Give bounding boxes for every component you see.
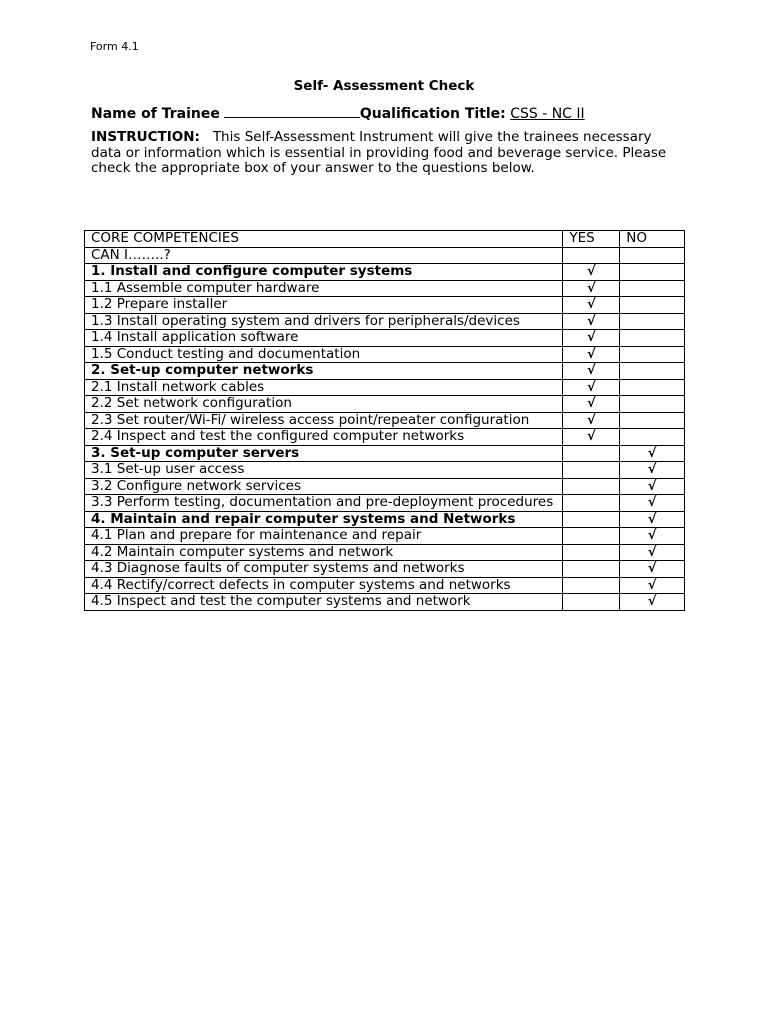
table-row	[85, 577, 685, 594]
instruction-text: This Self-Assessment Instrument will give the trainees necessary data or information which is essential in providing food and beverage service. Please check the appropriate box of your answer to the questions below.	[91, 129, 667, 176]
table-row	[85, 297, 685, 314]
header-yes: YES	[563, 231, 620, 248]
check-mark-icon: √	[647, 445, 657, 461]
no-checkbox-cell[interactable]	[620, 412, 685, 429]
yes-checkbox-cell[interactable]	[563, 561, 620, 578]
check-mark-icon: √	[647, 495, 657, 510]
competency-item: 2.2 Set network configuration	[85, 396, 563, 413]
check-mark-icon: √	[647, 462, 657, 477]
instruction-label: INSTRUCTION:	[91, 129, 200, 145]
competency-item: 4.3 Diagnose faults of computer systems and networks	[85, 561, 563, 578]
no-checkbox-cell[interactable]	[620, 330, 685, 347]
no-checkbox-cell[interactable]	[620, 561, 685, 578]
check-mark-icon: √	[586, 330, 596, 345]
subheader-can-i: CAN I……..?	[85, 247, 563, 264]
assessment-table	[84, 230, 685, 611]
check-mark-icon: √	[586, 363, 596, 378]
table-row	[85, 330, 685, 347]
competency-item: 1.3 Install operating system and drivers for peripherals/devices	[85, 313, 563, 330]
no-checkbox-cell[interactable]	[620, 594, 685, 611]
competency-item: 3.2 Configure network services	[85, 478, 563, 495]
competency-item: 4.1 Plan and prepare for maintenance and repair	[85, 528, 563, 545]
table-row	[85, 264, 685, 281]
no-checkbox-cell[interactable]	[620, 346, 685, 363]
check-mark-icon: √	[586, 297, 596, 312]
yes-checkbox-cell[interactable]	[563, 280, 620, 297]
no-checkbox-cell[interactable]	[620, 297, 685, 314]
table-row	[85, 412, 685, 429]
yes-checkbox-cell[interactable]	[563, 313, 620, 330]
yes-checkbox-cell[interactable]	[563, 363, 620, 380]
trainee-name-blank[interactable]	[224, 104, 360, 118]
competency-item: 4.4 Rectify/correct defects in computer systems and networks	[85, 577, 563, 594]
no-checkbox-cell[interactable]	[620, 478, 685, 495]
no-checkbox-cell[interactable]	[620, 511, 685, 528]
check-mark-icon: √	[647, 528, 657, 543]
yes-checkbox-cell[interactable]	[563, 544, 620, 561]
yes-checkbox-cell[interactable]	[563, 511, 620, 528]
yes-checkbox-cell[interactable]	[563, 594, 620, 611]
no-checkbox-cell[interactable]	[620, 577, 685, 594]
instruction-block	[91, 130, 681, 177]
no-checkbox-cell[interactable]	[620, 396, 685, 413]
no-checkbox-cell[interactable]	[620, 429, 685, 446]
competency-item: 2.3 Set router/Wi-Fi/ wireless access point/repeater configuration	[85, 412, 563, 429]
table-row	[85, 594, 685, 611]
table-row	[85, 429, 685, 446]
no-checkbox-cell[interactable]	[620, 528, 685, 545]
table-row	[85, 528, 685, 545]
yes-checkbox-cell[interactable]	[563, 445, 620, 462]
header-no: NO	[620, 231, 685, 248]
table-row	[85, 346, 685, 363]
check-mark-icon: √	[586, 280, 596, 296]
competency-item: 3.3 Perform testing, documentation and pre-deployment procedures	[85, 495, 563, 512]
table-row	[85, 445, 685, 462]
check-mark-icon: √	[647, 577, 657, 593]
subheader-yes-cell	[563, 247, 620, 264]
table-row	[85, 363, 685, 380]
check-mark-icon: √	[586, 396, 596, 411]
competency-item: 1.5 Conduct testing and documentation	[85, 346, 563, 363]
qualification-label: Qualification Title:	[359, 106, 506, 122]
yes-checkbox-cell[interactable]	[563, 396, 620, 413]
table-subheader-row	[85, 247, 685, 264]
yes-checkbox-cell[interactable]	[563, 330, 620, 347]
table-row	[85, 280, 685, 297]
yes-checkbox-cell[interactable]	[563, 528, 620, 545]
competency-item: 4.2 Maintain computer systems and network	[85, 544, 563, 561]
competency-heading: 1. Install and configure computer systems	[85, 264, 563, 281]
competency-heading: 2. Set-up computer networks	[85, 363, 563, 380]
no-checkbox-cell[interactable]	[620, 313, 685, 330]
no-checkbox-cell[interactable]	[620, 445, 685, 462]
competency-item: 3.1 Set-up user access	[85, 462, 563, 479]
table-row	[85, 561, 685, 578]
table-row	[85, 462, 685, 479]
yes-checkbox-cell[interactable]	[563, 577, 620, 594]
competency-item: 4.5 Inspect and test the computer systems and network	[85, 594, 563, 611]
yes-checkbox-cell[interactable]	[563, 412, 620, 429]
competency-item: 2.1 Install network cables	[85, 379, 563, 396]
table-row	[85, 495, 685, 512]
no-checkbox-cell[interactable]	[620, 495, 685, 512]
table-row	[85, 379, 685, 396]
competency-item: 1.2 Prepare installer	[85, 297, 563, 314]
yes-checkbox-cell[interactable]	[563, 346, 620, 363]
check-mark-icon: √	[586, 379, 596, 395]
check-mark-icon: √	[586, 429, 596, 444]
no-checkbox-cell[interactable]	[620, 462, 685, 479]
yes-checkbox-cell[interactable]	[563, 379, 620, 396]
competency-heading: 4. Maintain and repair computer systems and Networks	[85, 511, 563, 528]
check-mark-icon: √	[647, 561, 657, 576]
yes-checkbox-cell[interactable]	[563, 264, 620, 281]
table-row	[85, 313, 685, 330]
yes-checkbox-cell[interactable]	[563, 495, 620, 512]
check-mark-icon: √	[647, 544, 657, 560]
check-mark-icon: √	[586, 264, 596, 279]
check-mark-icon: √	[647, 478, 657, 494]
yes-checkbox-cell[interactable]	[563, 429, 620, 446]
yes-checkbox-cell[interactable]	[563, 478, 620, 495]
form-number: Form 4.1	[90, 40, 139, 53]
document-title: Self- Assessment Check	[293, 78, 475, 94]
no-checkbox-cell[interactable]	[620, 363, 685, 380]
no-checkbox-cell[interactable]	[620, 264, 685, 281]
no-checkbox-cell[interactable]	[620, 379, 685, 396]
competency-item: 2.4 Inspect and test the configured computer networks	[85, 429, 563, 446]
table-header-row	[85, 231, 685, 248]
table-row	[85, 544, 685, 561]
table-row	[85, 511, 685, 528]
competency-item: 1.1 Assemble computer hardware	[85, 280, 563, 297]
yes-checkbox-cell[interactable]	[563, 462, 620, 479]
check-mark-icon: √	[586, 412, 596, 428]
subheader-no-cell	[620, 247, 685, 264]
check-mark-icon: √	[647, 511, 657, 527]
competency-item: 1.4 Install application software	[85, 330, 563, 347]
no-checkbox-cell[interactable]	[620, 280, 685, 297]
check-mark-icon: √	[647, 594, 657, 609]
table-row	[85, 478, 685, 495]
competency-heading: 3. Set-up computer servers	[85, 445, 563, 462]
check-mark-icon: √	[586, 313, 596, 329]
table-row	[85, 396, 685, 413]
qualification-value: CSS - NC II	[510, 106, 585, 122]
trainee-info-line	[91, 104, 585, 123]
check-mark-icon: √	[586, 346, 596, 362]
trainee-name-label: Name of Trainee	[91, 106, 220, 122]
header-core-competencies: CORE COMPETENCIES	[85, 231, 563, 248]
no-checkbox-cell[interactable]	[620, 544, 685, 561]
yes-checkbox-cell[interactable]	[563, 297, 620, 314]
